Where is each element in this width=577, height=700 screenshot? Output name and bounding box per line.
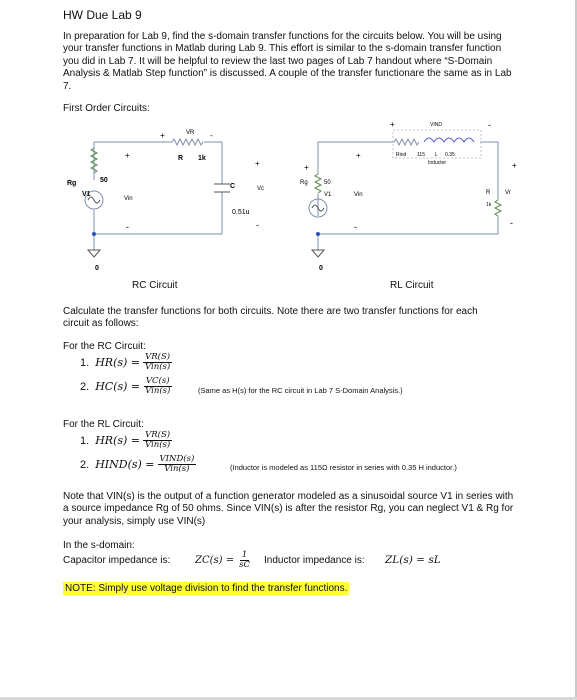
- rc-node-dot: [92, 232, 96, 236]
- final-note-highlight: NOTE: Simply use voltage division to find the transfer functions.: [65, 583, 348, 594]
- first-order-heading: First Order Circuits:: [63, 103, 150, 114]
- rc-resistor-rg: [91, 148, 97, 173]
- calculate-paragraph: Calculate the transfer functions for both circuits. Note there are two transfer functions for each circuit as follows:: [63, 306, 478, 330]
- rc-vin-plus: +: [125, 151, 130, 160]
- rc-r-label: R: [178, 155, 184, 162]
- rl-eq1-numerator: VR(S): [145, 430, 171, 440]
- capacitor-impedance-label: Capacitor impedance is:: [63, 555, 171, 566]
- rl-vind-plus: +: [390, 120, 395, 129]
- vin-note-paragraph: Note that VIN(s) is the output of a function generator modeled as a sinusoidal source V1 in series with a source impedance Rg of 50 ohms. Since VIN(s) is after the resistor Rg, you can neglect V1 & Rg for your analysis, simply use VIN(s): [63, 491, 514, 527]
- rl-inductor-label: Inductor: [428, 160, 447, 166]
- rl-heading: For the RL Circuit:: [63, 419, 144, 430]
- rc-v1-label: V1: [82, 191, 91, 198]
- rl-r-label: R: [486, 190, 491, 196]
- rc-r-value: 1k: [198, 155, 206, 162]
- rc-heading: For the RC Circuit:: [63, 341, 146, 352]
- rl-v1-label: V1: [324, 192, 332, 198]
- rl-eq1-number: 1.: [80, 434, 90, 447]
- rl-eq2-lhs: HIND(s) =: [95, 458, 155, 471]
- cap-formula-den: sC: [239, 560, 250, 570]
- sdomain-heading: In the s-domain:: [63, 540, 135, 551]
- rl-rg-value: 50: [324, 180, 331, 186]
- cap-formula-fraction: [237, 551, 252, 570]
- rl-vr-plus: +: [512, 161, 517, 170]
- rl-inductor: [424, 138, 474, 142]
- rc-vc-minus: -: [256, 220, 259, 230]
- rc-vr-minus: -: [210, 131, 213, 140]
- rl-r-value: 1k: [486, 202, 492, 208]
- rc-eq1-number: 1.: [80, 356, 90, 369]
- rl-vind-minus: -: [488, 120, 491, 130]
- rc-equation-1: [80, 353, 175, 372]
- rc-eq2-number: 2.: [80, 380, 90, 393]
- rl-rind-label: Rind: [396, 152, 407, 158]
- rl-vr-label: Vr: [505, 190, 511, 196]
- rc-eq2-note: (Same as H(s) for the RC circuit in Lab 7 S-Domain Analysis.): [198, 386, 403, 395]
- rl-eq2-number: 2.: [80, 458, 90, 471]
- rc-circuit-caption: RC Circuit: [132, 280, 178, 291]
- rc-eq2-fraction: [143, 377, 172, 396]
- rl-vin-label: Vin: [354, 192, 363, 198]
- rl-rind-value: 115: [417, 152, 425, 158]
- rc-circuit-schematic: [60, 118, 280, 273]
- rc-c-value: 0.51u: [232, 209, 250, 216]
- rl-eq1-fraction: [143, 431, 172, 450]
- rl-ground-label: 0: [319, 265, 323, 272]
- rc-rg-value: 50: [100, 177, 108, 184]
- rc-eq1-fraction: [143, 353, 172, 372]
- rc-vin-label: Vin: [124, 196, 133, 202]
- rl-vin-plus: +: [356, 151, 361, 160]
- rl-l-label: L: [435, 152, 438, 158]
- rc-vr-label: VR: [186, 130, 195, 136]
- rl-ground-icon: [312, 250, 324, 257]
- rc-eq1-denominator: Vin(s): [145, 362, 171, 372]
- rc-eq1-lhs: HR(s) =: [95, 356, 141, 369]
- capacitor-impedance-formula: [195, 551, 255, 570]
- rl-equation-1: [80, 431, 175, 450]
- inductor-impedance-label: Inductor impedance is:: [264, 555, 365, 566]
- rl-vin-minus: -: [354, 222, 357, 232]
- rl-rg-plus: +: [304, 163, 309, 172]
- rl-circuit-schematic: [290, 118, 525, 273]
- rc-vr-plus: +: [160, 131, 165, 140]
- rc-rg-label: Rg: [67, 180, 77, 187]
- rl-eq2-numerator: VIND(s): [159, 454, 195, 464]
- intro-paragraph: In preparation for Lab 9, find the s-domain transfer functions for the circuits below. You will be using your transfer functions in Matlab during Lab 9. This effort is similar to the s-domain transfer function you did in Lab 7. It will be helpful to review the last two pages of Lab 7 handout where “S-Domain Analysis & Matlab Step function” is discussed. A couple of the transfer functionare the same as in Lab 7.: [63, 31, 512, 92]
- rl-node-dot: [316, 232, 320, 236]
- rl-eq2-denominator: Vin(s): [164, 464, 190, 474]
- inductor-impedance-formula: ZL(s) = sL: [385, 554, 441, 566]
- rc-ground-icon: [88, 250, 100, 257]
- rc-eq2-numerator: VC(s): [145, 376, 170, 386]
- rl-eq1-lhs: HR(s) =: [95, 434, 141, 447]
- rl-eq2-note: (Inductor is modeled as 115Ω resistor in series with 0.35 H inductor.): [230, 463, 457, 472]
- cap-formula-num: 1: [241, 550, 248, 560]
- rl-l-value: 0.35: [445, 152, 455, 158]
- rc-c-label: C: [230, 183, 236, 190]
- rc-equation-2: [80, 377, 175, 396]
- rl-vind-label: VIND: [430, 122, 442, 128]
- cap-formula-lhs: ZC(s) =: [195, 555, 235, 566]
- rc-resistor-r: [172, 139, 203, 145]
- rc-eq1-numerator: VR(S): [145, 352, 171, 362]
- rl-resistor-rg: [315, 174, 321, 193]
- rl-eq1-denominator: Vin(s): [145, 440, 171, 450]
- rc-eq2-denominator: Vin(s): [145, 386, 171, 396]
- rc-vc-label: Vc: [257, 186, 265, 192]
- rl-circuit-caption: RL Circuit: [390, 280, 434, 291]
- rl-eq2-fraction: [158, 455, 197, 474]
- rc-ground-label: 0: [95, 265, 99, 272]
- rl-equation-2: [80, 455, 199, 474]
- rc-eq2-lhs: HC(s) =: [95, 380, 141, 393]
- rl-vr-minus: -: [510, 218, 513, 228]
- page-title: HW Due Lab 9: [63, 8, 142, 22]
- rl-rg-label: Rg: [300, 180, 308, 186]
- rc-vin-minus: -: [126, 222, 129, 232]
- rl-resistor-r: [495, 200, 501, 216]
- rl-resistor-rind: [394, 139, 419, 145]
- rc-vc-plus: +: [255, 159, 260, 168]
